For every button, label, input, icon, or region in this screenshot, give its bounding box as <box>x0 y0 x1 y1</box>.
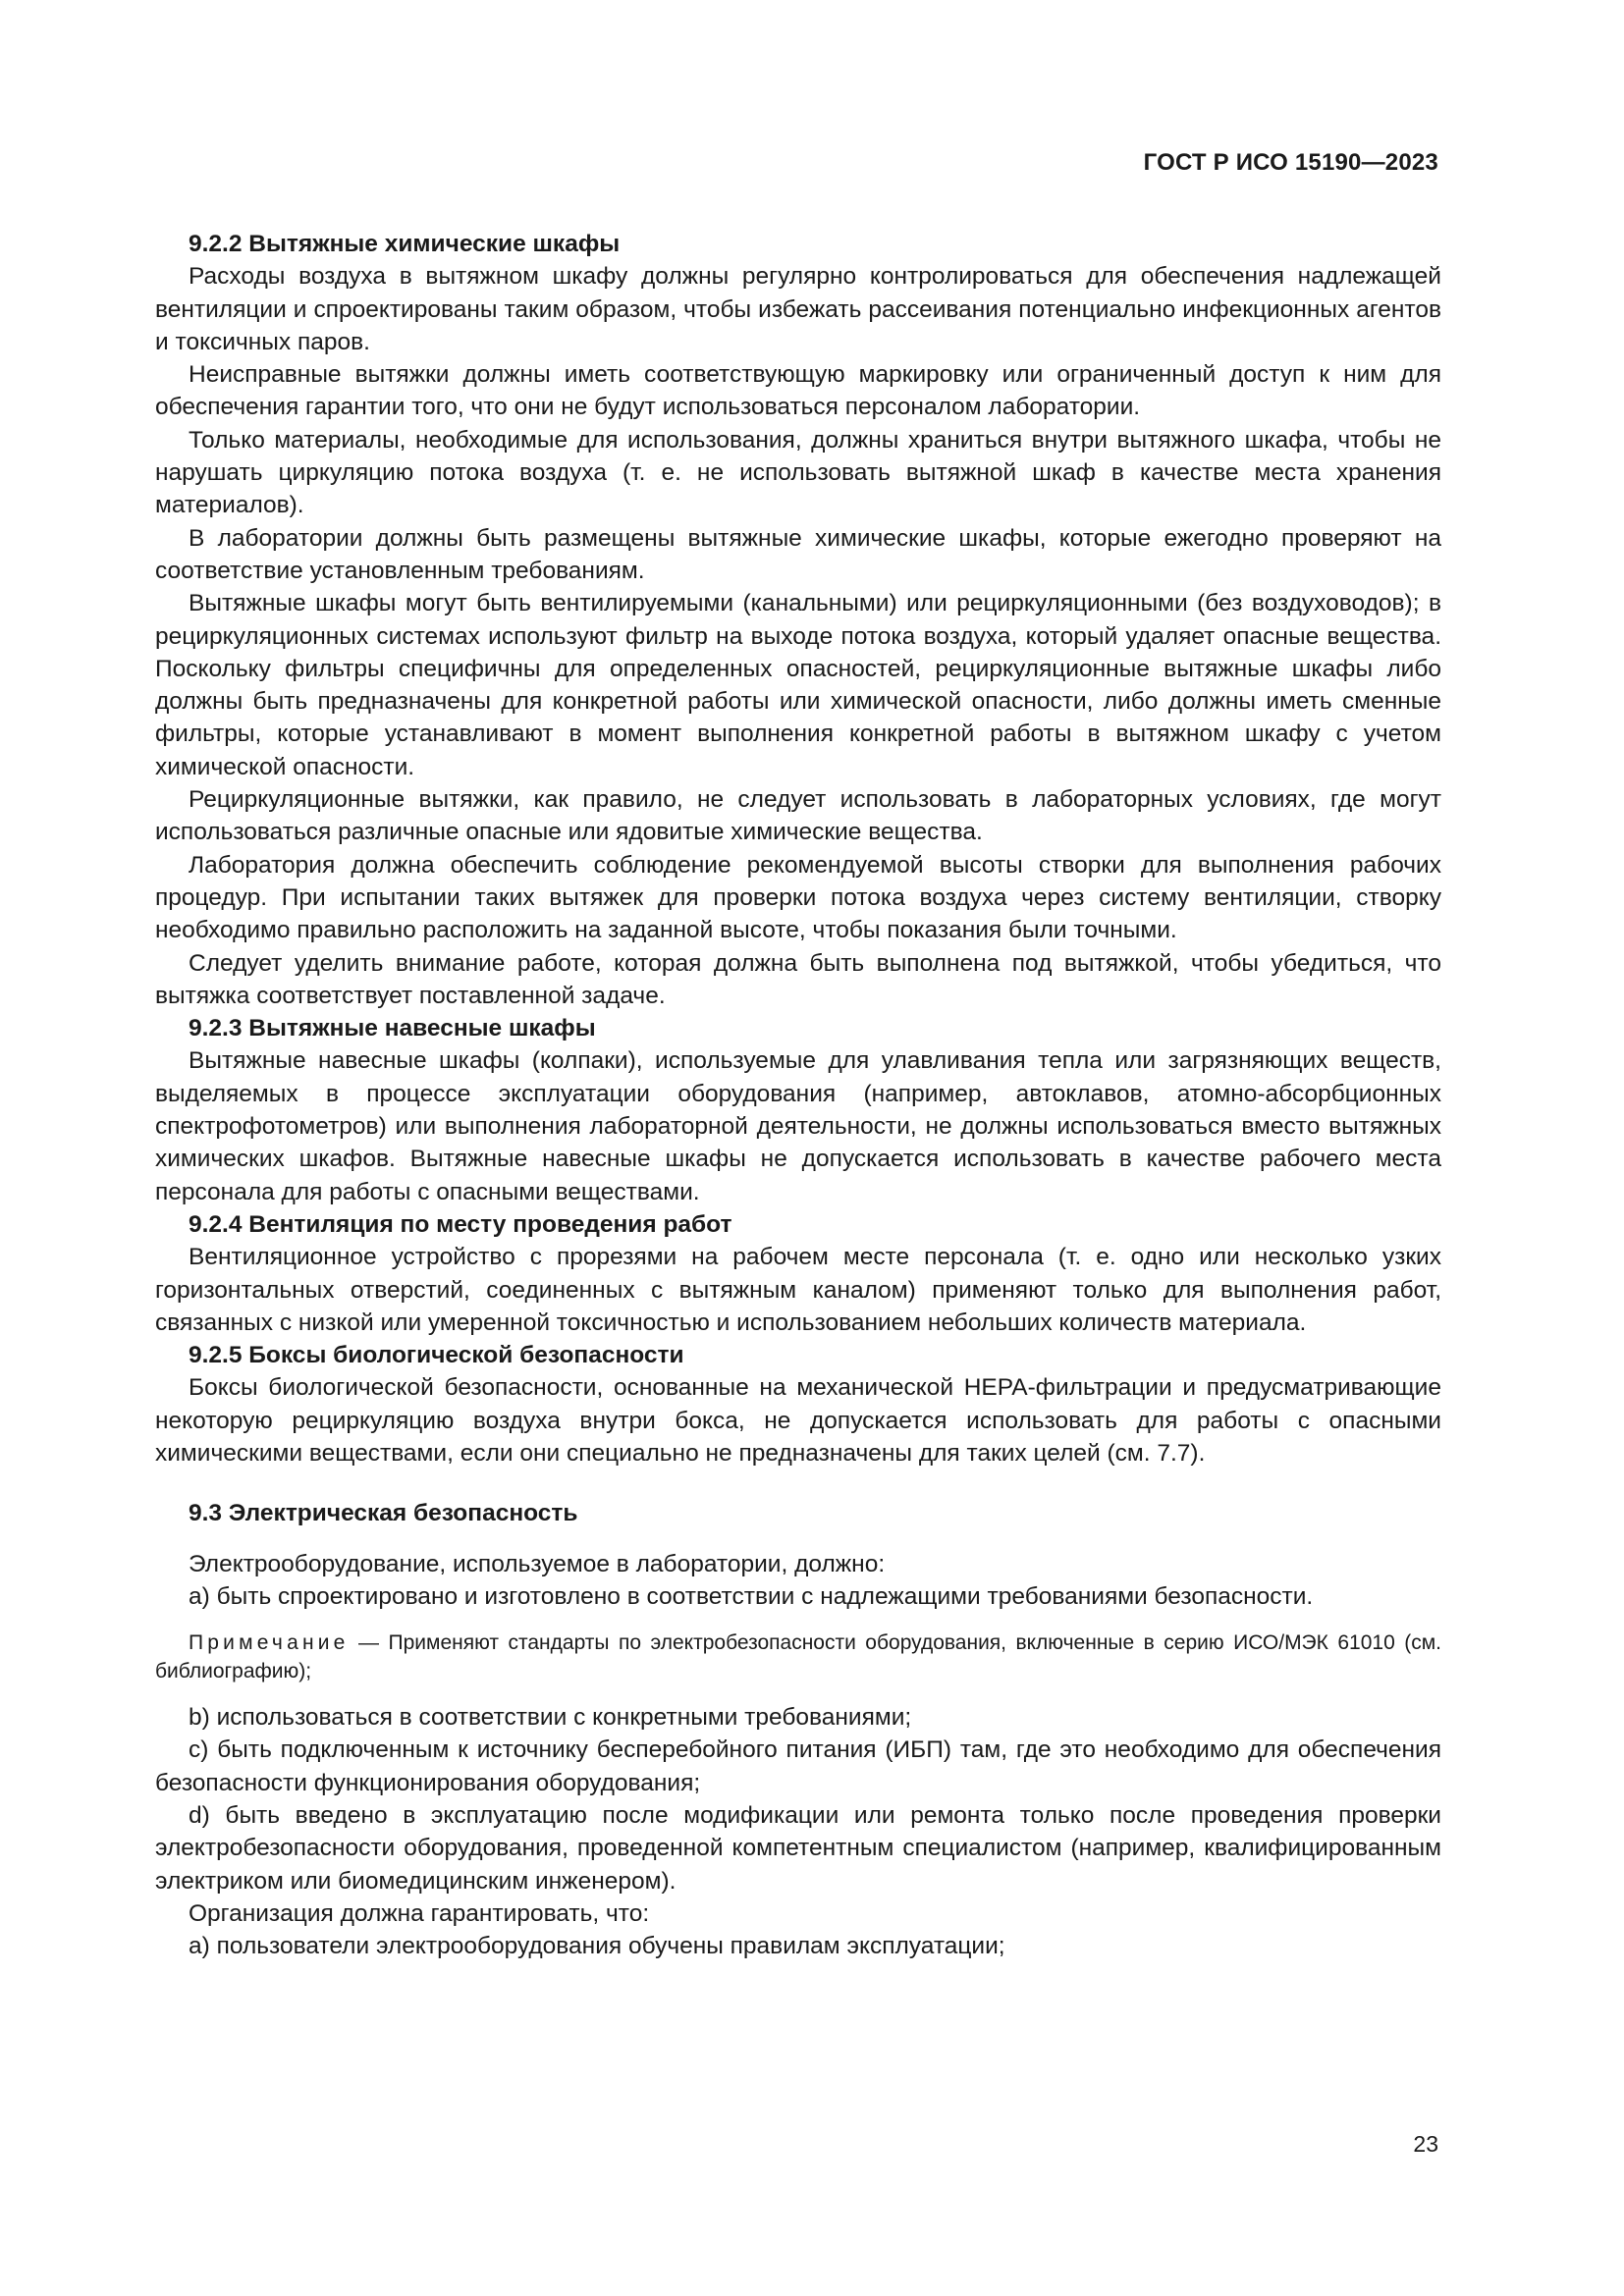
paragraph: Неисправные вытяжки должны иметь соответствующую маркировку или ограниченный доступ к ним для обеспечения гарантии того, что они не будут использоваться персоналом лаборатории. <box>155 361 1441 421</box>
paragraph: Организация должна гарантировать, что: <box>189 1899 650 1927</box>
section-title-9-2-3: 9.2.3 Вытяжные навесные шкафы <box>189 1015 596 1042</box>
list-item: c) быть подключенным к источнику бесперебойного питания (ИБП) там, где это необходимо для обеспечения безопасности функционирования оборудования; <box>155 1736 1441 1796</box>
note-text: — Применяют стандарты по электробезопасности оборудования, включенные в серию ИСО/МЭК 61010 (см. библиографию); <box>155 1631 1441 1683</box>
paragraph: Электрооборудование, используемое в лаборатории, должно: <box>189 1550 886 1577</box>
section-title-9-2-5: 9.2.5 Боксы биологической безопасности <box>189 1342 684 1369</box>
paragraph: Следует уделить внимание работе, которая должна быть выполнена под вытяжкой, чтобы убедиться, что вытяжка соответствует поставленной задаче. <box>155 949 1441 1009</box>
paragraph: Только материалы, необходимые для использования, должны храниться внутри вытяжного шкафа, чтобы не нарушать циркуляцию потока воздуха (т. е. не использовать вытяжной шкаф в качестве места хранения материалов). <box>155 426 1441 519</box>
paragraph: В лаборатории должны быть размещены вытяжные химические шкафы, которые ежегодно проверяют на соответствие установленным требованиям. <box>155 524 1441 584</box>
note-label: Примечание <box>189 1631 350 1655</box>
document-code-header: ГОСТ Р ИСО 15190—2023 <box>1143 149 1438 176</box>
paragraph: Рециркуляционные вытяжки, как правило, не следует использовать в лабораторных условиях, где могут использоваться различные опасные или ядовитые химические вещества. <box>155 786 1441 846</box>
paragraph: Расходы воздуха в вытяжном шкафу должны регулярно контролироваться для обеспечения надлежащей вентиляции и спроектированы таким образом, чтобы избежать рассеивания потенциально инфекционных агентов и токсичных паров. <box>155 263 1441 355</box>
section-title-9-2-4: 9.2.4 Вентиляция по месту проведения работ <box>189 1210 732 1238</box>
paragraph: Вытяжные навесные шкафы (колпаки), используемые для улавливания тепла или загрязняющих веществ, выделяемых в процессе эксплуатации оборудования (например, автоклавов, атомно-абсорбционных спектрофотометров) или выполнения лабораторной деятельности, не должны использоваться вместо вытяжных химических шкафов. Вытяжные навесные шкафы не допускается использовать в качестве рабочего места персонала для работы с опасными веществами. <box>155 1047 1441 1205</box>
paragraph: Вытяжные шкафы могут быть вентилируемыми (канальными) или рециркуляционными (без воздуховодов); в рециркуляционных системах используют фильтр на выходе потока воздуха, который удаляет опасные вещества. Поскольку фильтры специфичны для определенных опасностей, рециркуляционные вытяжные шкафы либо должны быть предназначены для конкретной работы или химической опасности, либо должны иметь сменные фильтры, которые устанавливают в момент выполнения конкретной работы в вытяжном шкафу с учетом химической опасности. <box>155 590 1441 780</box>
list-item: a) пользователи электрооборудования обучены правилам эксплуатации; <box>189 1933 1005 1960</box>
section-title-9-3: 9.3 Электрическая безопасность <box>189 1500 578 1527</box>
list-item: a) быть спроектировано и изготовлено в соответствии с надлежащими требованиями безопасности. <box>189 1582 1314 1610</box>
paragraph: Лаборатория должна обеспечить соблюдение рекомендуемой высоты створки для выполнения рабочих процедур. При испытании таких вытяжек для проверки потока воздуха через систему вентиляции, створку необходимо правильно расположить на заданной высоте, чтобы показания были точными. <box>155 851 1441 944</box>
section-title-9-2-2: 9.2.2 Вытяжные химические шкафы <box>189 231 621 257</box>
paragraph: Вентиляционное устройство с прорезями на рабочем месте персонала (т. е. одно или несколько узких горизонтальных отверстий, соединенных с вытяжным каналом) применяют только для выполнения работ, связанных с низкой или умеренной токсичностью и использованием небольших количеств материала. <box>155 1244 1441 1336</box>
page-number: 23 <box>1413 2131 1438 2157</box>
list-item: d) быть введено в эксплуатацию после модификации или ремонта только после проведения проверки электробезопасности оборудования, проведенной компетентным специалистом (например, квалифицированным электриком или биомедицинским инженером). <box>155 1802 1441 1895</box>
page-body <box>155 228 1441 1963</box>
note <box>155 1629 1441 1685</box>
paragraph: Боксы биологической безопасности, основанные на механической HEPA-фильтрации и предусматривающие некоторую рециркуляцию воздуха внутри бокса, не допускается использовать для работы с опасными химическими веществами, если они специально не предназначены для таких целей (см. 7.7). <box>155 1374 1441 1467</box>
list-item: b) использоваться в соответствии с конкретными требованиями; <box>189 1704 912 1732</box>
